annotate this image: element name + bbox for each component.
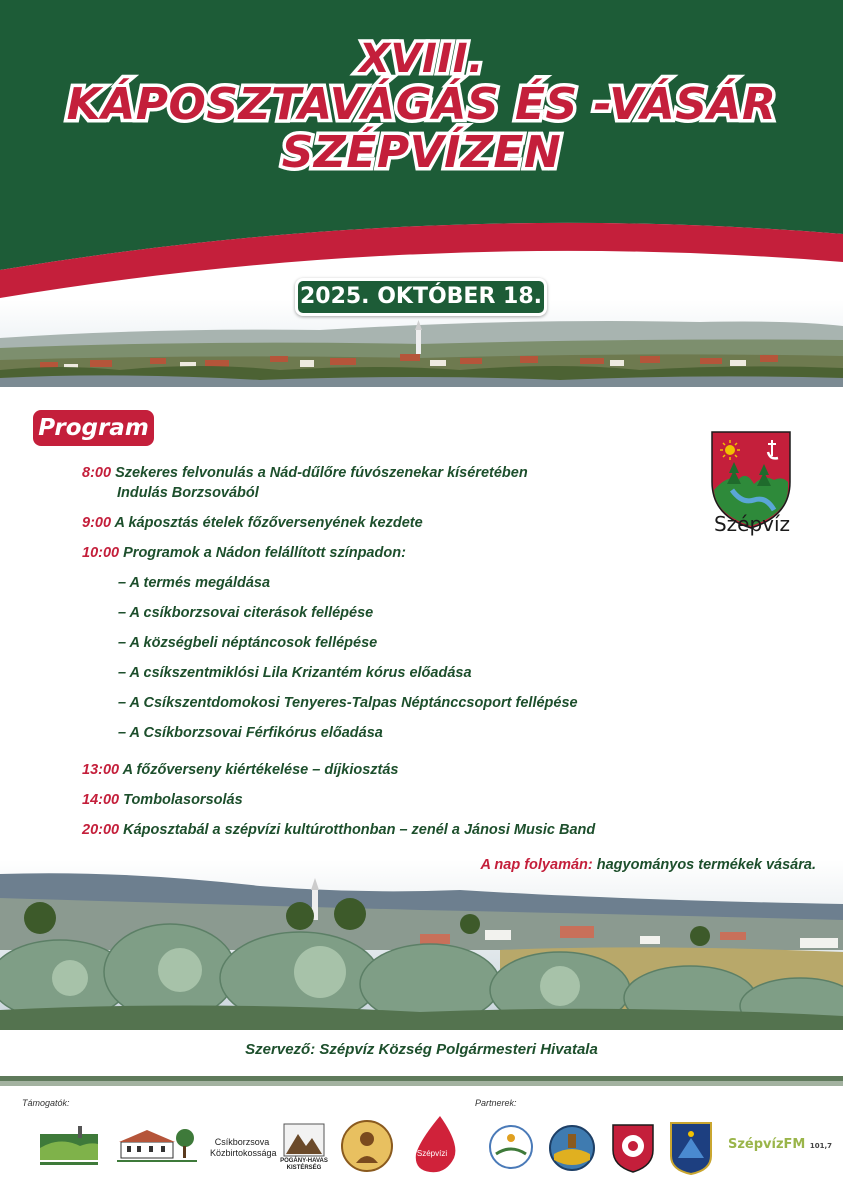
partner-logo-circle-icon — [488, 1124, 534, 1170]
partner-logo-shield-icon — [610, 1122, 656, 1174]
partner-logo-radio — [728, 1137, 832, 1152]
stage-item: – A községbeli néptáncosok fellépése — [118, 635, 378, 651]
schedule-time: 8:00 — [82, 465, 112, 481]
supporter-logo-borzsova: Csíkborzsova Közbirtokossága — [210, 1137, 277, 1158]
day-note-text: hagyományos termékek vására. — [596, 857, 816, 873]
day-note — [480, 857, 816, 873]
schedule-text: Káposztabál a szépvízi kultúrotthonban – zenél a Jánosi Music Band — [123, 822, 596, 838]
schedule-text: Tombolasorsolás — [123, 792, 243, 808]
supporter-logo-building-icon — [117, 1126, 197, 1166]
event-location: SZÉPVÍZEN — [281, 126, 562, 178]
schedule-item — [82, 760, 399, 780]
stage-item: – A csíkborzsovai citerások fellépése — [118, 605, 374, 621]
header — [0, 0, 843, 300]
schedule-text: A főzőverseny kiértékelése – díjkiosztás — [122, 762, 399, 778]
cabbage-field-photo — [0, 860, 843, 1030]
schedule-item — [82, 513, 423, 533]
schedule-time: 10:00 — [82, 545, 120, 561]
event-name: KÁPOSZTAVÁGÁS ÉS -VÁSÁR — [66, 79, 777, 131]
schedule-time: 14:00 — [82, 792, 120, 808]
stage-item: – A csíkszentmiklósi Lila Krizantém kórus előadása — [118, 665, 472, 681]
schedule-time: 13:00 — [82, 762, 120, 778]
partner-logo-seal-icon — [548, 1124, 596, 1172]
schedule-time: 20:00 — [82, 822, 120, 838]
supporter-logo-landscape-icon — [40, 1124, 98, 1168]
radio-frequency: 101,7 — [809, 1142, 833, 1150]
schedule-item — [82, 543, 406, 563]
schedule-item — [82, 820, 595, 840]
stage-item: – A termés megáldása — [118, 575, 271, 591]
radio-brand: SzépvízFM — [728, 1137, 806, 1152]
day-note-label: A nap folyamán: — [480, 857, 593, 873]
schedule-item-continuation: Indulás Borzsovából — [117, 485, 259, 501]
supporter-logo-szepvizi: Szépvízi — [416, 1149, 448, 1158]
footer-photo-strip — [0, 1076, 843, 1086]
event-title — [0, 38, 843, 176]
event-date-badge: 2025. OKTÓBER 18. — [295, 278, 547, 316]
schedule-item — [82, 463, 528, 483]
schedule-text: Programok a Nádon felállított színpadon: — [123, 545, 406, 561]
supporter-logo-emblem-icon — [340, 1119, 394, 1173]
program-heading: Program — [33, 410, 154, 446]
stage-item: – A Csíkborzsovai Férfikórus előadása — [118, 725, 383, 741]
municipality-name: Szépvíz — [713, 512, 791, 536]
schedule-text: A káposztás ételek főzőversenyének kezdete — [114, 515, 423, 531]
supporter-logo-drop-icon — [410, 1114, 462, 1176]
schedule-time: 9:00 — [82, 515, 112, 531]
organizer-text: Szervező: Szépvíz Község Polgármesteri Hivatala — [245, 1041, 598, 1058]
edition-number: XVIII. — [359, 36, 484, 82]
stage-item: – A Csíkszentdomokosi Tenyeres-Talpas Néptánccsoport fellépése — [118, 695, 578, 711]
partners-label: Partnerek: — [475, 1098, 517, 1108]
schedule-item — [82, 790, 243, 810]
schedule-text: Szekeres felvonulás a Nád-dűlőre fúvószenekar kíséretében — [115, 465, 528, 481]
supporter-logo-pogany: POGÁNY-HAVAS KISTÉRSÉG — [280, 1158, 328, 1171]
supporters-label: Támogatók: — [22, 1098, 70, 1108]
partner-logo-badge-icon — [668, 1120, 714, 1176]
